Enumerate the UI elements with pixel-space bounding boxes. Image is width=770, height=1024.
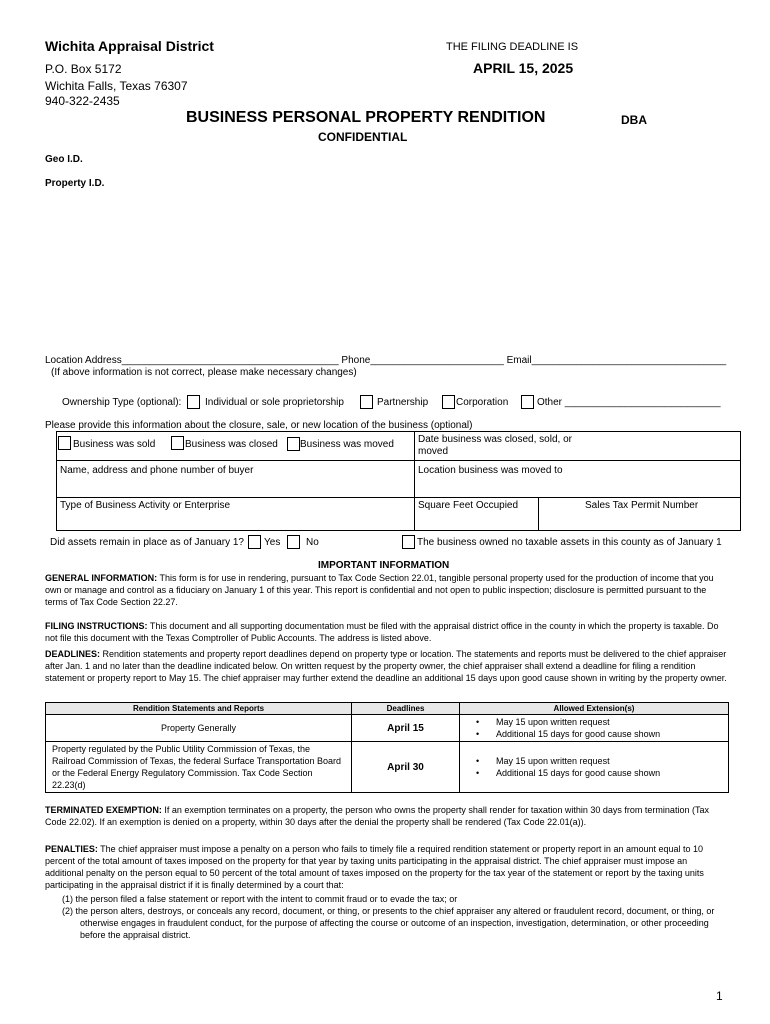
business-sold-label: Business was sold bbox=[73, 439, 156, 450]
contact-fields-line[interactable]: Location Address_______________________________________ Phone________________________ Email___________________________________ bbox=[45, 355, 727, 366]
ownership-type-label: Ownership Type (optional): bbox=[62, 397, 182, 408]
form-title: BUSINESS PERSONAL PROPERTY RENDITION bbox=[186, 109, 546, 126]
square-feet-label[interactable]: Square Feet Occupied bbox=[418, 500, 519, 511]
assets-yes-checkbox[interactable] bbox=[248, 535, 261, 549]
row-deadline: April 30 bbox=[352, 742, 460, 793]
ownership-partnership-label: Partnership bbox=[377, 397, 429, 408]
filing-instructions-paragraph: FILING INSTRUCTIONS: This document and all supporting documentation must be filed with the appraisal district office in the county in which the property is taxable. Do not file this document with the Texas Comptroller of Public Accounts. The address is listed above. bbox=[45, 621, 719, 643]
business-moved-checkbox[interactable] bbox=[287, 437, 300, 451]
ownership-individual-checkbox[interactable] bbox=[187, 395, 200, 409]
ownership-individual-label: Individual or sole proprietorship bbox=[205, 397, 344, 408]
penalty-item-2: (2) the person alters, destroys, or conceals any record, document, or thing, or presents to the chief appraiser any altered or fraudulent record, document, or thing, or otherwise engages in fraudulent conduct, for the purpose of affecting the course or outcome of an inspection, investigation, determination, or other proceeding before the appraisal district. bbox=[62, 906, 715, 940]
no-taxable-assets-checkbox[interactable] bbox=[402, 535, 415, 549]
ownership-other-checkbox[interactable] bbox=[521, 395, 534, 409]
row-deadline: April 15 bbox=[352, 715, 460, 742]
assets-no-checkbox[interactable] bbox=[287, 535, 300, 549]
moved-to-label[interactable]: Location business was moved to bbox=[418, 465, 563, 476]
district-phone: 940-322-2435 bbox=[45, 94, 120, 108]
extension-item: • May 15 upon written request bbox=[466, 755, 722, 767]
closure-box bbox=[56, 431, 741, 531]
business-sold-checkbox[interactable] bbox=[58, 436, 71, 450]
closure-divider-v1 bbox=[414, 431, 415, 531]
buyer-info-label[interactable]: Name, address and phone number of buyer bbox=[60, 465, 254, 476]
sales-tax-permit-label[interactable]: Sales Tax Permit Number bbox=[585, 500, 699, 511]
dba-label: DBA bbox=[621, 113, 647, 127]
geo-id-label: Geo I.D. bbox=[45, 154, 83, 165]
deadline-label: THE FILING DEADLINE IS bbox=[446, 41, 579, 53]
district-name: Wichita Appraisal District bbox=[45, 38, 214, 54]
assets-yes-label: Yes bbox=[264, 537, 281, 548]
terminated-exemption-paragraph: TERMINATED EXEMPTION: If an exemption terminates on a property, the person who owns the property shall render for taxation within 30 days from termination (Tax Code 22.02). If an exemption is denied on a property, within 30 days after the denial the property shall be rendered (Tax Code 22.01(a)). bbox=[45, 805, 709, 827]
assets-question: Did assets remain in place as of January 1? bbox=[50, 537, 244, 548]
penalties-paragraph: PENALTIES: The chief appraiser must impose a penalty on a person who fails to timely file a required rendition statement or property report in an amount equal to 10 percent of the total amount of taxes imposed on the property for that year by taxing units participating in the appraisal district. The chief appraiser must impose an additional penalty on the person equal to 50 percent of the total amount of taxes imposed on the property for the tax year of the statement or report by the taxing units participating in the appraisal district if it is finally determined by a court that: bbox=[45, 844, 704, 890]
row-extensions bbox=[460, 715, 729, 742]
assets-no-label: No bbox=[306, 537, 319, 548]
date-closed-label[interactable]: Date business was closed, sold, or moved bbox=[418, 434, 572, 457]
property-id-label: Property I.D. bbox=[45, 178, 105, 189]
business-activity-label[interactable]: Type of Business Activity or Enterprise bbox=[60, 500, 231, 511]
table-row bbox=[46, 742, 729, 793]
no-taxable-assets-label: The business owned no taxable assets in this county as of January 1 bbox=[417, 537, 722, 548]
ownership-corporation-checkbox[interactable] bbox=[442, 395, 455, 409]
extension-item: • Additional 15 days for good cause shown bbox=[466, 728, 722, 740]
closure-divider-v2 bbox=[538, 497, 539, 531]
table-row bbox=[46, 715, 729, 742]
deadlines-paragraph: DEADLINES: Rendition statements and property report deadlines depend on property type or location. The statements and reports must be delivered to the chief appraiser after Jan. 1 and no later than the deadline indicated below. On written request by the property owner, the chief appraiser shall extend a deadline for filing a rendition statement or property report to May 15. The chief appraiser may further extend the deadline an additional 15 days upon good cause shown in writing by the property owner. bbox=[45, 649, 727, 683]
row-description: Property Generally bbox=[46, 715, 352, 742]
penalty-item-1: (1) the person filed a false statement or report with the intent to commit fraud or to evade the tax; or bbox=[62, 894, 458, 904]
extension-item: • Additional 15 days for good cause shown bbox=[466, 767, 722, 779]
ownership-corporation-label: Corporation bbox=[456, 397, 509, 408]
general-information-paragraph: GENERAL INFORMATION: This form is for use in rendering, pursuant to Tax Code Section 22.01, tangible personal property used for the production of income that you own or manage and control as a fiduciary on January 1 of this year. This report is confidential and not open to public inspection; disclosure is permitted pursuant to the terms of Tax Code Section 22.27. bbox=[45, 573, 714, 607]
contact-correction-note: (If above information is not correct, please make necessary changes) bbox=[51, 367, 357, 378]
extension-item: • May 15 upon written request bbox=[466, 716, 722, 728]
deadline-table-header bbox=[46, 703, 729, 715]
closure-divider-1 bbox=[56, 460, 741, 461]
row-extensions bbox=[460, 742, 729, 793]
row-description: Property regulated by the Public Utility Commission of Texas, the Railroad Commission of Texas, the federal Surface Transportation Board or the Federal Energy Regulatory Commission. Tax Code Section 22.23(d) bbox=[46, 742, 352, 793]
confidential-label: CONFIDENTIAL bbox=[318, 130, 408, 144]
table-header-deadlines: Deadlines bbox=[352, 703, 460, 715]
important-info-heading: IMPORTANT INFORMATION bbox=[318, 560, 450, 571]
deadline-table bbox=[45, 702, 729, 793]
ownership-partnership-checkbox[interactable] bbox=[360, 395, 373, 409]
deadline-date: APRIL 15, 2025 bbox=[473, 60, 574, 76]
table-header-extensions: Allowed Extension(s) bbox=[460, 703, 729, 715]
address-line-1: P.O. Box 5172 bbox=[45, 62, 122, 76]
page-number: 1 bbox=[716, 989, 723, 1003]
closure-prompt: Please provide this information about the closure, sale, or new location of the business (optional) bbox=[45, 420, 473, 431]
closure-divider-2 bbox=[56, 497, 741, 498]
business-moved-label: Business was moved bbox=[300, 439, 394, 450]
ownership-other-label[interactable]: Other ____________________________ bbox=[537, 397, 721, 408]
business-closed-checkbox[interactable] bbox=[171, 436, 184, 450]
business-closed-label: Business was closed bbox=[185, 439, 278, 450]
table-header-statements: Rendition Statements and Reports bbox=[46, 703, 352, 715]
address-line-2: Wichita Falls, Texas 76307 bbox=[45, 79, 188, 93]
